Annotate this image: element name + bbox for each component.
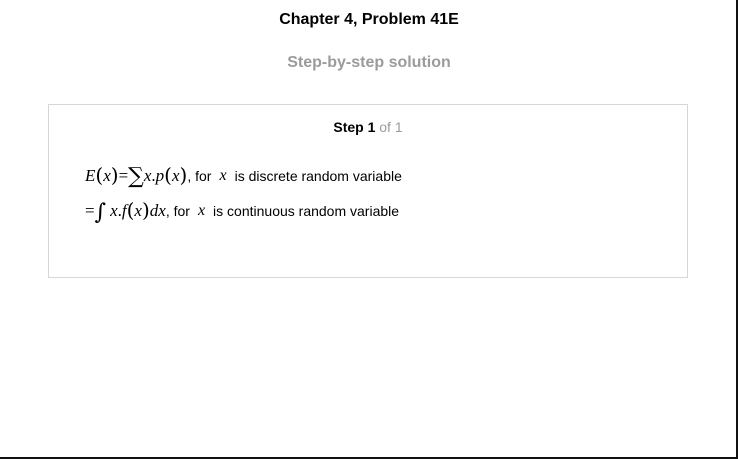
step-header (49, 119, 687, 135)
summation-symbol: ∑ (128, 164, 144, 189)
equals-sign: = (85, 201, 95, 220)
equals-sign: = (118, 166, 129, 185)
for-text: , for (165, 203, 190, 219)
term-p: p (155, 166, 165, 185)
term-dot: . (117, 201, 122, 220)
page-subtitle: Step-by-step solution (287, 54, 451, 71)
expectation-formula-discrete: E(x)=∑x.p(x) (85, 163, 188, 189)
expectation-formula-continuous: =∫ x.f(x)dx (85, 198, 166, 225)
page-title: Chapter 4, Problem 41E (279, 11, 459, 28)
solution-step-card (48, 104, 688, 278)
variable-x: x (197, 202, 206, 219)
term-dot: . (151, 166, 156, 185)
integral-symbol: ∫ (94, 200, 107, 225)
term-x: x (110, 201, 118, 220)
term-argument: x (134, 201, 142, 220)
equation-line-continuous (85, 198, 399, 224)
variable-x: x (219, 166, 227, 184)
differential: dx (149, 201, 166, 220)
term-argument: x (171, 166, 180, 185)
discrete-description: is discrete random variable (234, 167, 402, 184)
for-text: , for (187, 167, 212, 184)
function-name: E (85, 166, 96, 185)
equation-line-discrete (85, 163, 402, 188)
step-label: Step 1 (333, 119, 376, 135)
function-argument: x (103, 166, 111, 185)
term-x: x (143, 166, 152, 185)
step-count: of 1 (379, 119, 403, 135)
term-f: f (121, 201, 127, 220)
continuous-description: is continuous random variable (213, 203, 400, 219)
